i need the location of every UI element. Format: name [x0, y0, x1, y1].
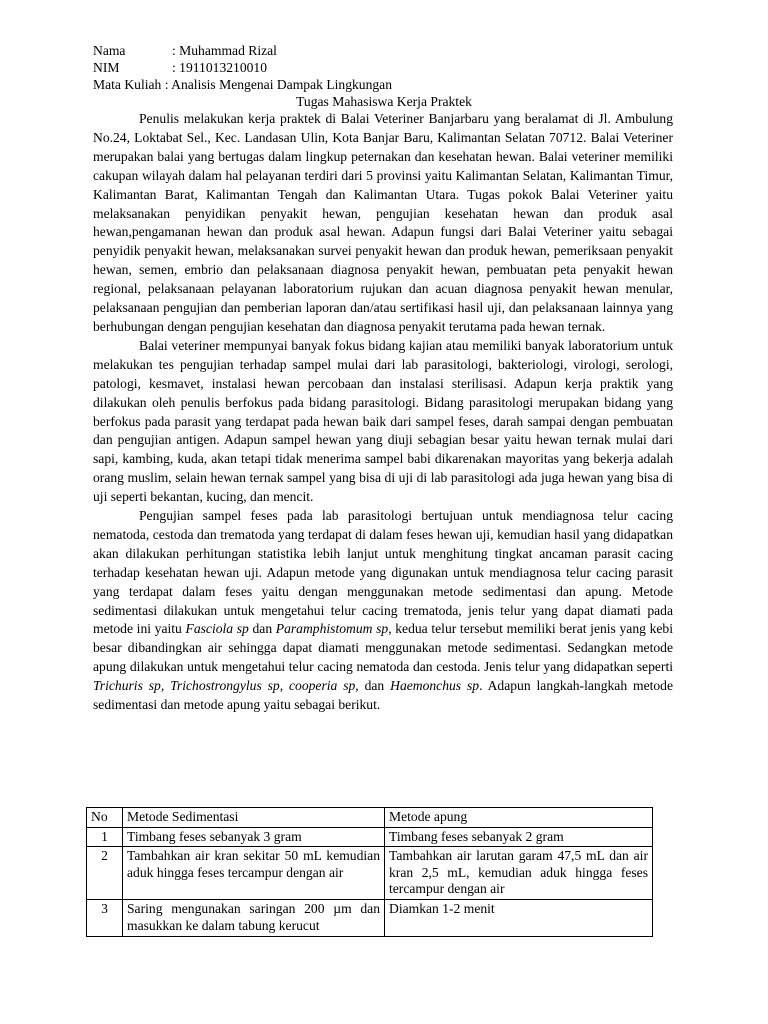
table-header-row [87, 808, 653, 828]
flotation-step: Tambahkan air larutan garam 47,5 mL dan air kran 2,5 mL, kemudian aduk hingga feses tercampur dengan air [385, 847, 653, 900]
nim-value: : 1911013210010 [172, 60, 268, 75]
row-number: 2 [87, 847, 123, 900]
table-row [87, 847, 653, 900]
course-row [93, 76, 392, 93]
p3-text-5: . Adapun langkah-langkah metode sedimentasi dan metode apung yaitu sebagai berikut. [93, 678, 674, 713]
row-number: 1 [87, 827, 123, 847]
p3-text-4: dan [364, 678, 385, 694]
course-label: Mata Kuliah [93, 77, 162, 92]
document-body [93, 110, 673, 715]
sedimentation-step: Saring mengunakan saringan 200 µm dan masukkan ke dalam tabung kerucut [123, 900, 385, 937]
methods-table [86, 807, 653, 937]
sedimentation-step: Tambahkan air kran sekitar 50 mL kemudian aduk hingga feses tercampur dengan air [123, 847, 385, 900]
document-title: Tugas Mahasiswa Kerja Praktek [296, 94, 472, 109]
paragraph-3 [93, 507, 673, 715]
table-row [87, 900, 653, 937]
species-paramphistomum: Paramphistomum sp [275, 621, 389, 637]
name-row [93, 42, 392, 59]
paragraph-2: Balai veteriner mempunyai banyak fokus bidang kajian atau memiliki banyak laboratorium untuk melakukan tes pengujian terhadap sampel mulai dari lab parasitologi, bakteriologi, virologi, serologi, patologi, kesmavet, instalasi hewan percobaan dan instalasi sterilisasi. Adapun kerja praktik yang dilakukan oleh penulis berfokus pada bidang parasitologi. Bidang parasitologi merupakan bidang yang berfokus pada parasit yang terdapat pada hewan baik dari sampel feses, darah sampai dengan pembuatan dan pengujian antigen. Adapun sampel hewan yang diuji sebagian besar yaitu hewan ternak mulai dari sapi, kambing, kuda, akan tetapi tidak menerima sampel babi dikarenakan mayoritas yang bekerja adalah orang muslim, selain hewan ternak sampel yang bisa di uji di lab parasitologi ada juga hewan yang bisa di uji seperti bekantan, kucing, dan mencit. [93, 337, 673, 505]
header-flotation: Metode apung [385, 808, 653, 828]
sedimentation-step: Timbang feses sebanyak 3 gram [123, 827, 385, 847]
row-number: 3 [87, 900, 123, 937]
course-value: : Analisis Mengenai Dampak Lingkungan [164, 77, 393, 92]
species-haemonchus: Haemonchus sp [390, 678, 480, 694]
species-fasciola: Fasciola sp [185, 621, 249, 637]
name-value: : Muhammad Rizal [172, 43, 277, 58]
student-info-header [93, 42, 392, 93]
nim-label: NIM [93, 60, 120, 75]
flotation-step: Diamkan 1-2 menit [385, 900, 653, 937]
p3-text-2: dan [252, 621, 273, 637]
header-no: No [87, 808, 123, 828]
name-label: Nama [93, 43, 126, 58]
p3-text-3: , kedua telur tersebut memiliki berat jenis yang kebi besar dibandingkan air sehingga dapat diamati menggunakan metode sedimentasi. Sedangkan metode apung dilakukan untuk mengetahui telur cacing nematoda dan cestoda. Jenis telur yang didapatkan seperti [93, 621, 673, 675]
flotation-step: Timbang feses sebanyak 2 gram [385, 827, 653, 847]
paragraph-1: Penulis melakukan kerja praktek di Balai Veteriner Banjarbaru yang beralamat di Jl. Ambulung No.24, Loktabat Sel., Kec. Landasan Ulin, Kota Banjar Baru, Kalimantan Selatan 70712. Balai Veteriner merupakan balai yang bertugas dalam lingkup peternakan dan kesehatan hewan. Balai veteriner memiliki cakupan wilayah dalam hal pelayanan terdiri dari 5 provinsi yaitu Kalimantan Selatan, Kalimantan Timur, Kalimantan Barat, Kalimantan Tengah dan Kalimantan Utara. Tugas pokok Balai Veteriner yaitu melaksanakan penyidikan penyakit hewan, pengujian kesehatan hewan dan produk asal hewan,pengamanan hewan dan produk asal hewan. Adapun fungsi dari Balai Veteriner yaitu sebagai penyidik penyakit hewan, melaksanakan survei penyakit hewan dan produk hewan, pemeriksaan penyakit hewan, semen, embrio dan pelaksanaan diagnosa penyakit hewan, pembuatan peta penyakit hewan regional, pelaksanaan pelayanan laboratorium rujukan dan acuan diagnosa penyakit hewan menular, pelaksanaan pengujian dan pemberian laporan dan/atau sertifikasi hasil uji, dan pelaksanaan lainnya yang berhubungan dengan pengujian kesehatan dan diagnosa penyakit terutama pada hewan ternak. [93, 111, 673, 334]
table-row [87, 827, 653, 847]
nim-row [93, 59, 392, 76]
p3-text-1: Pengujian sampel feses pada lab parasitologi bertujuan untuk mendiagnosa telur cacing nematoda, cestoda dan trematoda yang terdapat di dalam feses hewan uji, kemudian hasil yang didapatkan akan dilakukan perhitungan statistika lebih lanjut untuk menghitung tingkat ancaman parasit cacing terhadap kesehatan hewan uji. Adapun metode yang digunakan untuk mendiagnosa telur cacing parasit yang terdapat dalam feses yaitu dengan menggunakan metode sedimentasi dan apung. Metode sedimentasi dilakukan untuk mengetahui telur cacing trematoda, jenis telur yang dapat diamati pada metode ini yaitu [93, 508, 673, 637]
species-nematodes: Trichuris sp, Trichostrongylus sp, cooperia sp, [93, 678, 359, 694]
header-sedimentation: Metode Sedimentasi [123, 808, 385, 828]
